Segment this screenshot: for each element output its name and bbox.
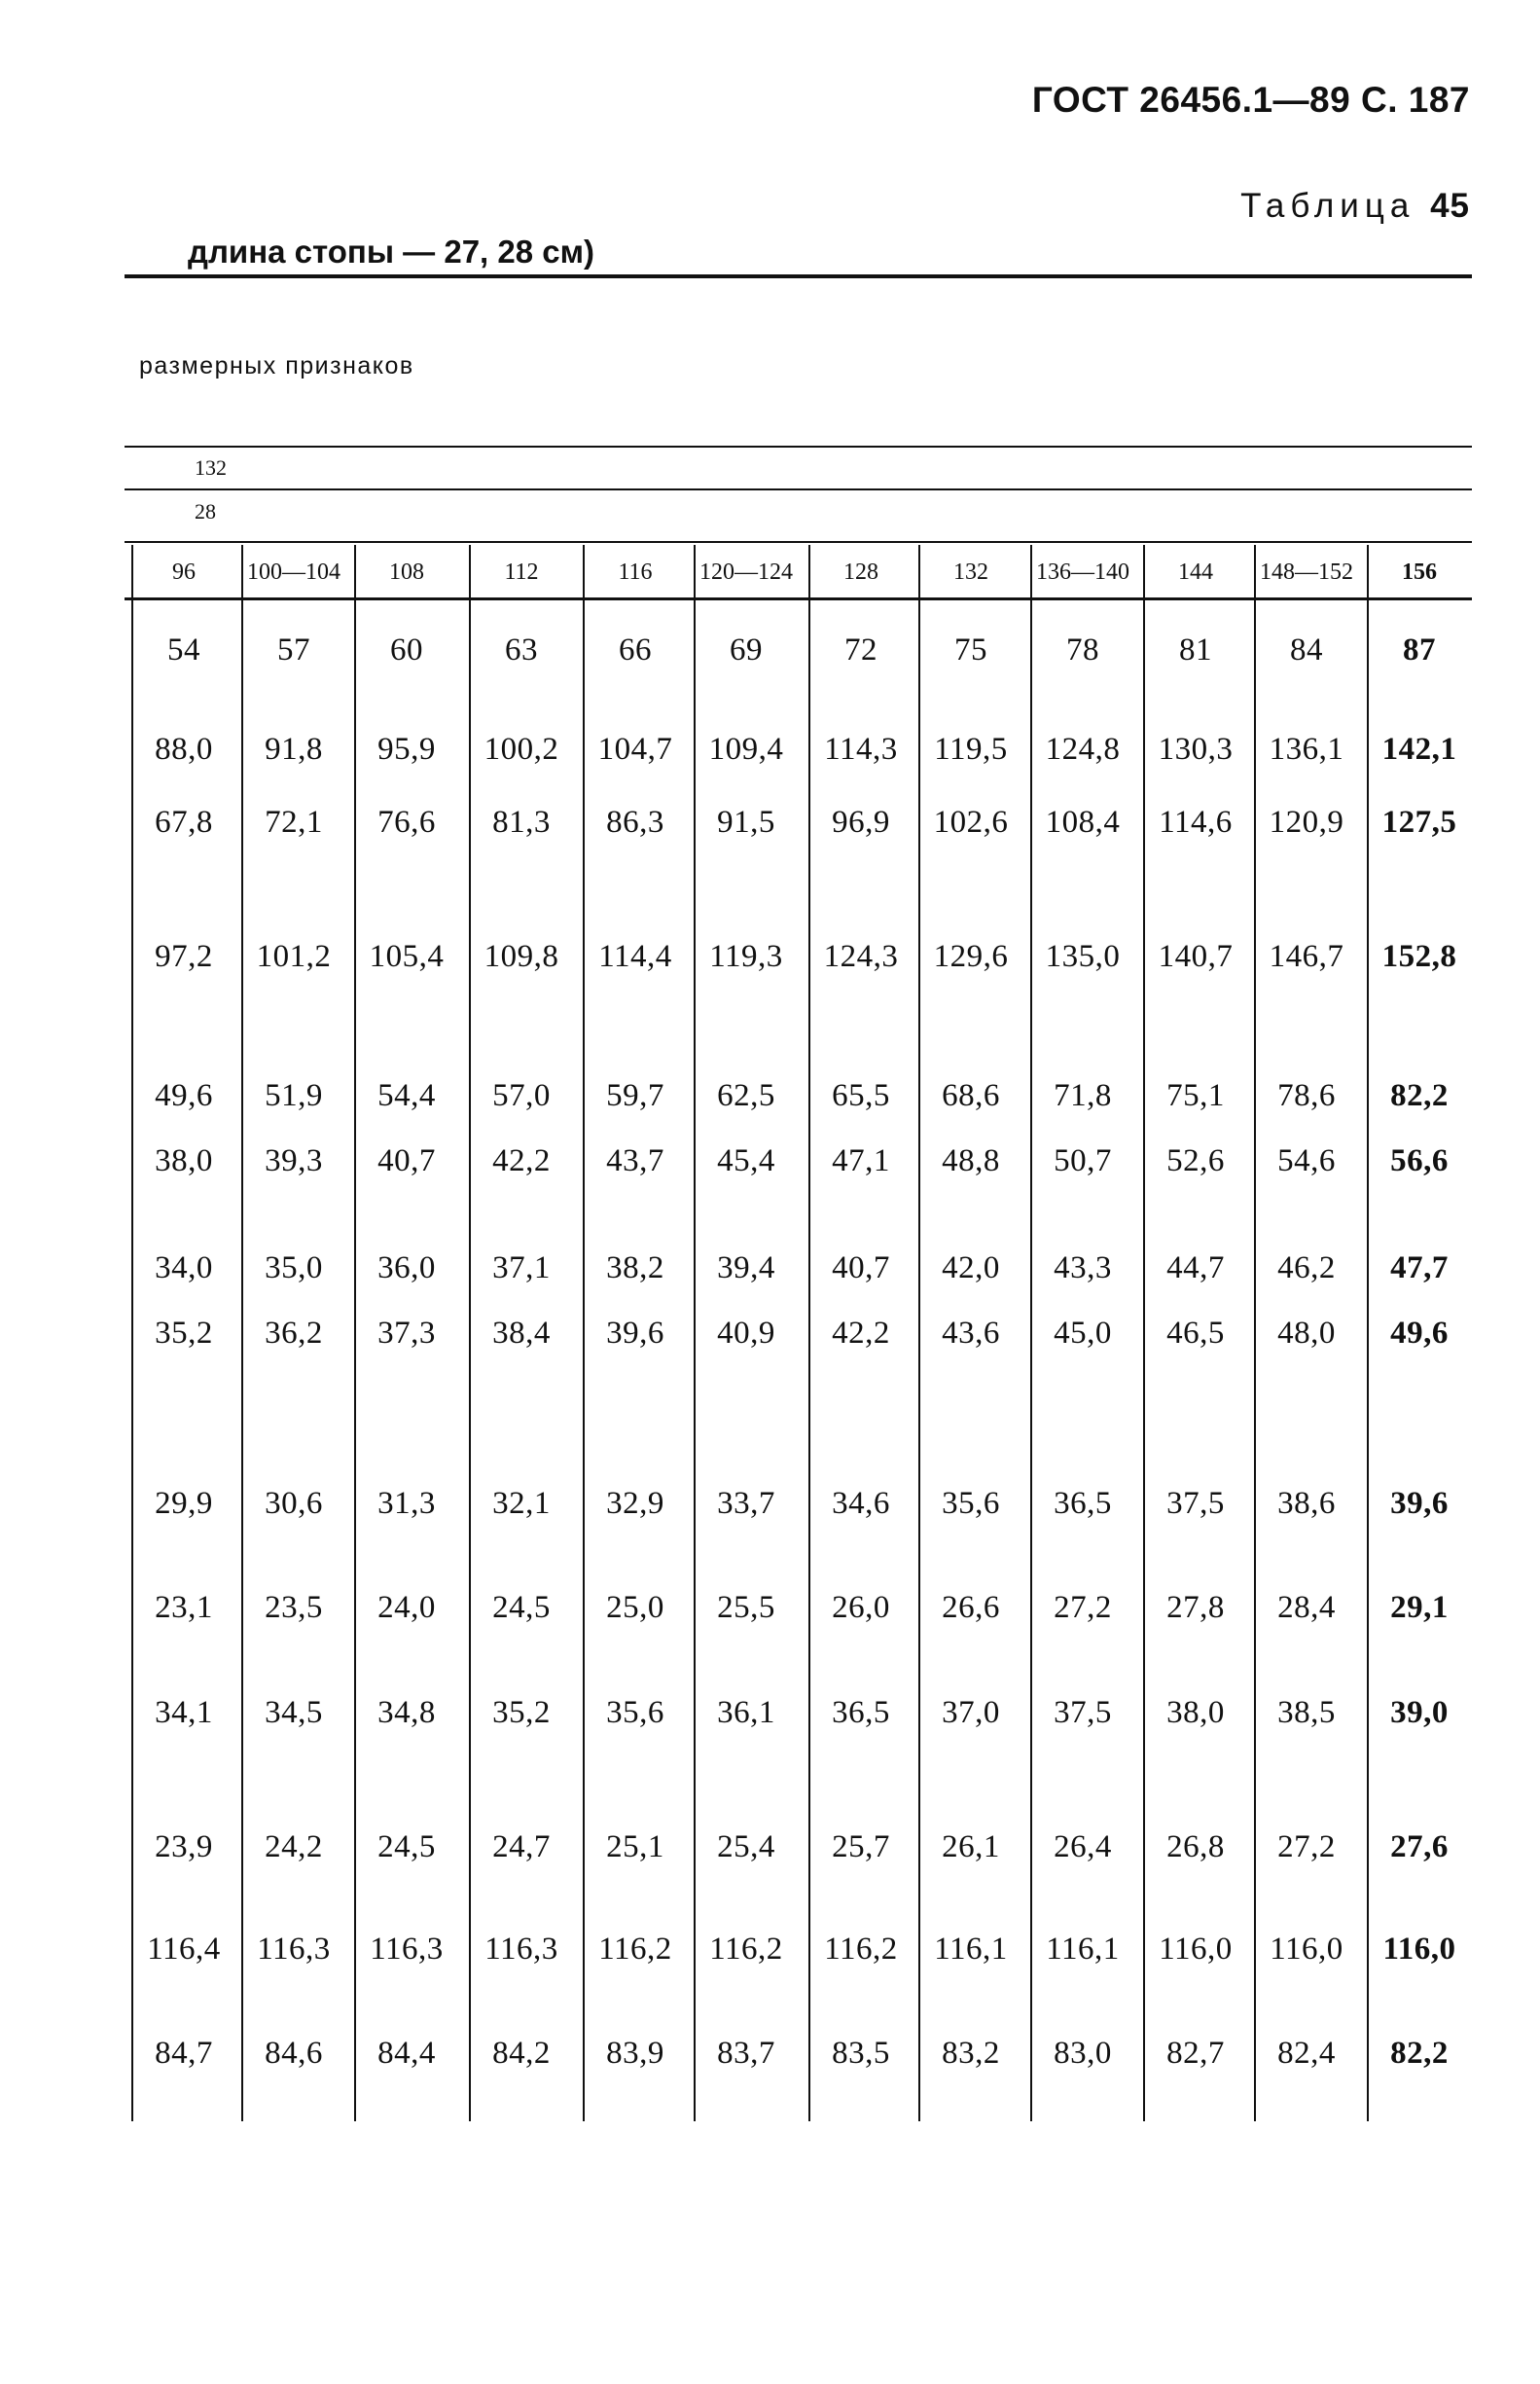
table-cell: 25,0 [606,1590,664,1625]
table-cell: 57 [277,632,310,668]
table-cell: 119,3 [709,939,783,974]
table-cell: 24,2 [265,1829,323,1864]
column-header: 128 [843,560,878,585]
table-cell: 38,0 [1166,1695,1225,1730]
table-cell: 84 [1290,632,1323,668]
table-cell: 120,9 [1269,805,1344,840]
table-cell: 46,2 [1277,1250,1336,1285]
table-cell: 109,4 [708,732,784,767]
document-code: ГОСТ 26456.1—89 С. 187 [1031,80,1470,120]
table-cell: 36,5 [832,1695,890,1730]
table-number: 45 [1430,187,1470,225]
title-rule [125,274,1472,278]
table-cell: 114,3 [824,732,898,767]
table-cell: 49,6 [1390,1316,1449,1351]
table-cell: 35,2 [155,1316,213,1351]
table-cell: 37,0 [942,1695,1000,1730]
table-cell: 38,0 [155,1143,213,1178]
header-foot-length-value: 28 [195,499,216,524]
table-cell: 24,7 [492,1829,551,1864]
table-cell: 43,6 [942,1316,1000,1351]
table-cell: 39,6 [1390,1486,1449,1521]
table-cell: 87 [1403,632,1436,668]
table-cell: 54,6 [1277,1143,1336,1178]
table-cell: 78,6 [1277,1078,1336,1113]
table-cell: 83,0 [1054,2036,1112,2071]
table-cell: 54 [167,632,200,668]
table-cell: 116,3 [484,1932,558,1967]
table-cell: 86,3 [606,805,664,840]
table-cell: 65,5 [832,1078,890,1113]
table-cell: 23,1 [155,1590,213,1625]
table-cell: 88,0 [155,732,213,767]
table-cell: 40,9 [717,1316,775,1351]
column-header: 112 [504,560,539,585]
table-cell: 28,4 [1277,1590,1336,1625]
table-cell: 44,7 [1166,1250,1225,1285]
table-cell: 108,4 [1045,805,1121,840]
table-cell: 33,7 [717,1486,775,1521]
table-cell: 24,0 [377,1590,436,1625]
table-cell: 76,6 [377,805,436,840]
table-cell: 101,2 [256,939,332,974]
table-cell: 95,9 [377,732,436,767]
table-cell: 136,1 [1269,732,1344,767]
table-cell: 48,8 [942,1143,1000,1178]
table-cell: 24,5 [492,1590,551,1625]
header-height-value: 132 [195,455,227,480]
table-cell: 39,0 [1390,1695,1449,1730]
table-cell: 116,3 [257,1932,331,1967]
table-cell: 152,8 [1381,939,1457,974]
table-cell: 72 [844,632,877,668]
table-cell: 54,4 [377,1078,436,1113]
table-cell: 43,3 [1054,1250,1112,1285]
table-cell: 26,0 [832,1590,890,1625]
table-cell: 24,5 [377,1829,436,1864]
table-cell: 38,4 [492,1316,551,1351]
table-cell: 23,5 [265,1590,323,1625]
table-cell: 57,0 [492,1078,551,1113]
table-cell: 116,4 [147,1932,221,1967]
table-cell: 42,0 [942,1250,1000,1285]
table-cell: 36,1 [717,1695,775,1730]
table-cell: 37,5 [1166,1486,1225,1521]
table-cell: 39,3 [265,1143,323,1178]
table-cell: 91,5 [717,805,775,840]
table-cell: 124,8 [1045,732,1121,767]
column-header: 100—104 [247,560,340,585]
table-cell: 38,5 [1277,1695,1336,1730]
table-cell: 47,7 [1390,1250,1449,1285]
table-cell: 51,9 [265,1078,323,1113]
table-cell: 114,6 [1159,805,1233,840]
column-header: 108 [389,560,424,585]
table-label [1240,187,1470,226]
table-cell: 31,3 [377,1486,436,1521]
table-cell: 34,8 [377,1695,436,1730]
table-cell: 49,6 [155,1078,213,1113]
table-cell: 50,7 [1054,1143,1112,1178]
table-cell: 109,8 [483,939,559,974]
table-cell: 29,1 [1390,1590,1449,1625]
table-cell: 25,7 [832,1829,890,1864]
table-cell: 26,6 [942,1590,1000,1625]
table-cell: 116,0 [1382,1932,1456,1967]
column-header: 156 [1402,560,1437,585]
table-cell: 37,5 [1054,1695,1112,1730]
table-cell: 146,7 [1269,939,1344,974]
table-cell: 83,9 [606,2036,664,2071]
table-cell: 83,5 [832,2036,890,2071]
table-cell: 39,6 [606,1316,664,1351]
table-cell: 67,8 [155,805,213,840]
table-cell: 81,3 [492,805,551,840]
table-cell: 84,2 [492,2036,551,2071]
table-cell: 60 [390,632,423,668]
table-cell: 82,2 [1390,2036,1449,2071]
table-cell: 130,3 [1158,732,1234,767]
table-cell: 119,5 [934,732,1008,767]
table-cell: 25,5 [717,1590,775,1625]
table-cell: 52,6 [1166,1143,1225,1178]
table-cell: 37,1 [492,1250,551,1285]
table-cell: 83,2 [942,2036,1000,2071]
table-cell: 38,6 [1277,1486,1336,1521]
table-cell: 27,2 [1054,1590,1112,1625]
table-cell: 30,6 [265,1486,323,1521]
table-cell: 46,5 [1166,1316,1225,1351]
table-cell: 124,3 [823,939,899,974]
table-cell: 105,4 [369,939,445,974]
table-cell: 71,8 [1054,1078,1112,1113]
column-header: 136—140 [1036,560,1129,585]
table-cell: 26,4 [1054,1829,1112,1864]
table-cell: 35,6 [606,1695,664,1730]
table-cell: 27,8 [1166,1590,1225,1625]
table-cell: 82,2 [1390,1078,1449,1113]
table-cell: 27,6 [1390,1829,1449,1864]
table-cell: 116,2 [709,1932,783,1967]
table-cell: 39,4 [717,1250,775,1285]
table-cell: 37,3 [377,1316,436,1351]
table-cell: 81 [1179,632,1212,668]
table-cell: 40,7 [377,1143,436,1178]
table-cell: 116,2 [598,1932,672,1967]
table-cell: 104,7 [597,732,673,767]
table-cell: 62,5 [717,1078,775,1113]
table-cell: 63 [505,632,538,668]
table-cell: 48,0 [1277,1316,1336,1351]
table-cell: 32,1 [492,1486,551,1521]
table-cell: 59,7 [606,1078,664,1113]
table-cell: 36,5 [1054,1486,1112,1521]
table-cell: 34,0 [155,1250,213,1285]
table-cell: 127,5 [1381,805,1457,840]
table-word: Таблица [1240,187,1415,225]
table-cell: 97,2 [155,939,213,974]
header-rule-1 [125,446,1472,448]
table-cell: 135,0 [1045,939,1121,974]
table-cell: 42,2 [832,1316,890,1351]
table-cell: 116,3 [370,1932,444,1967]
table-cell: 116,0 [1159,1932,1233,1967]
table-cell: 38,2 [606,1250,664,1285]
table-cell: 35,2 [492,1695,551,1730]
table-cell: 84,6 [265,2036,323,2071]
table-cell: 56,6 [1390,1143,1449,1178]
table-cell: 75 [954,632,987,668]
table-cell: 78 [1066,632,1099,668]
table-cell: 129,6 [933,939,1009,974]
table-cell: 83,7 [717,2036,775,2071]
table-caption: размерных признаков [139,352,414,379]
table-cell: 40,7 [832,1250,890,1285]
table-cell: 47,1 [832,1143,890,1178]
table-cell: 45,0 [1054,1316,1112,1351]
column-header: 132 [953,560,988,585]
header-rule-4 [125,597,1472,600]
table-cell: 45,4 [717,1143,775,1178]
table-cell: 116,0 [1270,1932,1343,1967]
table-cell: 35,6 [942,1486,1000,1521]
table-cell: 142,1 [1381,732,1457,767]
table-cell: 26,8 [1166,1829,1225,1864]
table-cell: 96,9 [832,805,890,840]
table-cell: 32,9 [606,1486,664,1521]
table-cell: 35,0 [265,1250,323,1285]
table-cell: 116,1 [934,1932,1008,1967]
table-cell: 102,6 [933,805,1009,840]
table-cell: 82,4 [1277,2036,1336,2071]
table-cell: 34,1 [155,1695,213,1730]
column-header: 148—152 [1260,560,1353,585]
table-cell: 34,6 [832,1486,890,1521]
table-cell: 66 [619,632,652,668]
table-cell: 34,5 [265,1695,323,1730]
column-header: 96 [172,560,196,585]
table-cell: 26,1 [942,1829,1000,1864]
table-subtitle: длина стопы — 27, 28 см) [188,234,595,270]
table-cell: 29,9 [155,1486,213,1521]
header-rule-2 [125,488,1472,490]
column-header: 120—124 [699,560,793,585]
table-cell: 72,1 [265,805,323,840]
table-cell: 25,4 [717,1829,775,1864]
table-cell: 25,1 [606,1829,664,1864]
table-cell: 84,4 [377,2036,436,2071]
table-cell: 116,2 [824,1932,898,1967]
table-cell: 36,0 [377,1250,436,1285]
table-cell: 100,2 [483,732,559,767]
table-cell: 91,8 [265,732,323,767]
table-cell: 43,7 [606,1143,664,1178]
table-cell: 82,7 [1166,2036,1225,2071]
table-cell: 140,7 [1158,939,1234,974]
column-header: 116 [618,560,653,585]
column-header: 144 [1178,560,1213,585]
table-cell: 114,4 [598,939,672,974]
table-cell: 69 [730,632,763,668]
table-cell: 42,2 [492,1143,551,1178]
table-cell: 68,6 [942,1078,1000,1113]
table-cell: 23,9 [155,1829,213,1864]
header-rule-3 [125,541,1472,543]
table-cell: 27,2 [1277,1829,1336,1864]
table-cell: 36,2 [265,1316,323,1351]
table-cell: 84,7 [155,2036,213,2071]
table-cell: 116,1 [1046,1932,1120,1967]
table-cell: 75,1 [1166,1078,1225,1113]
